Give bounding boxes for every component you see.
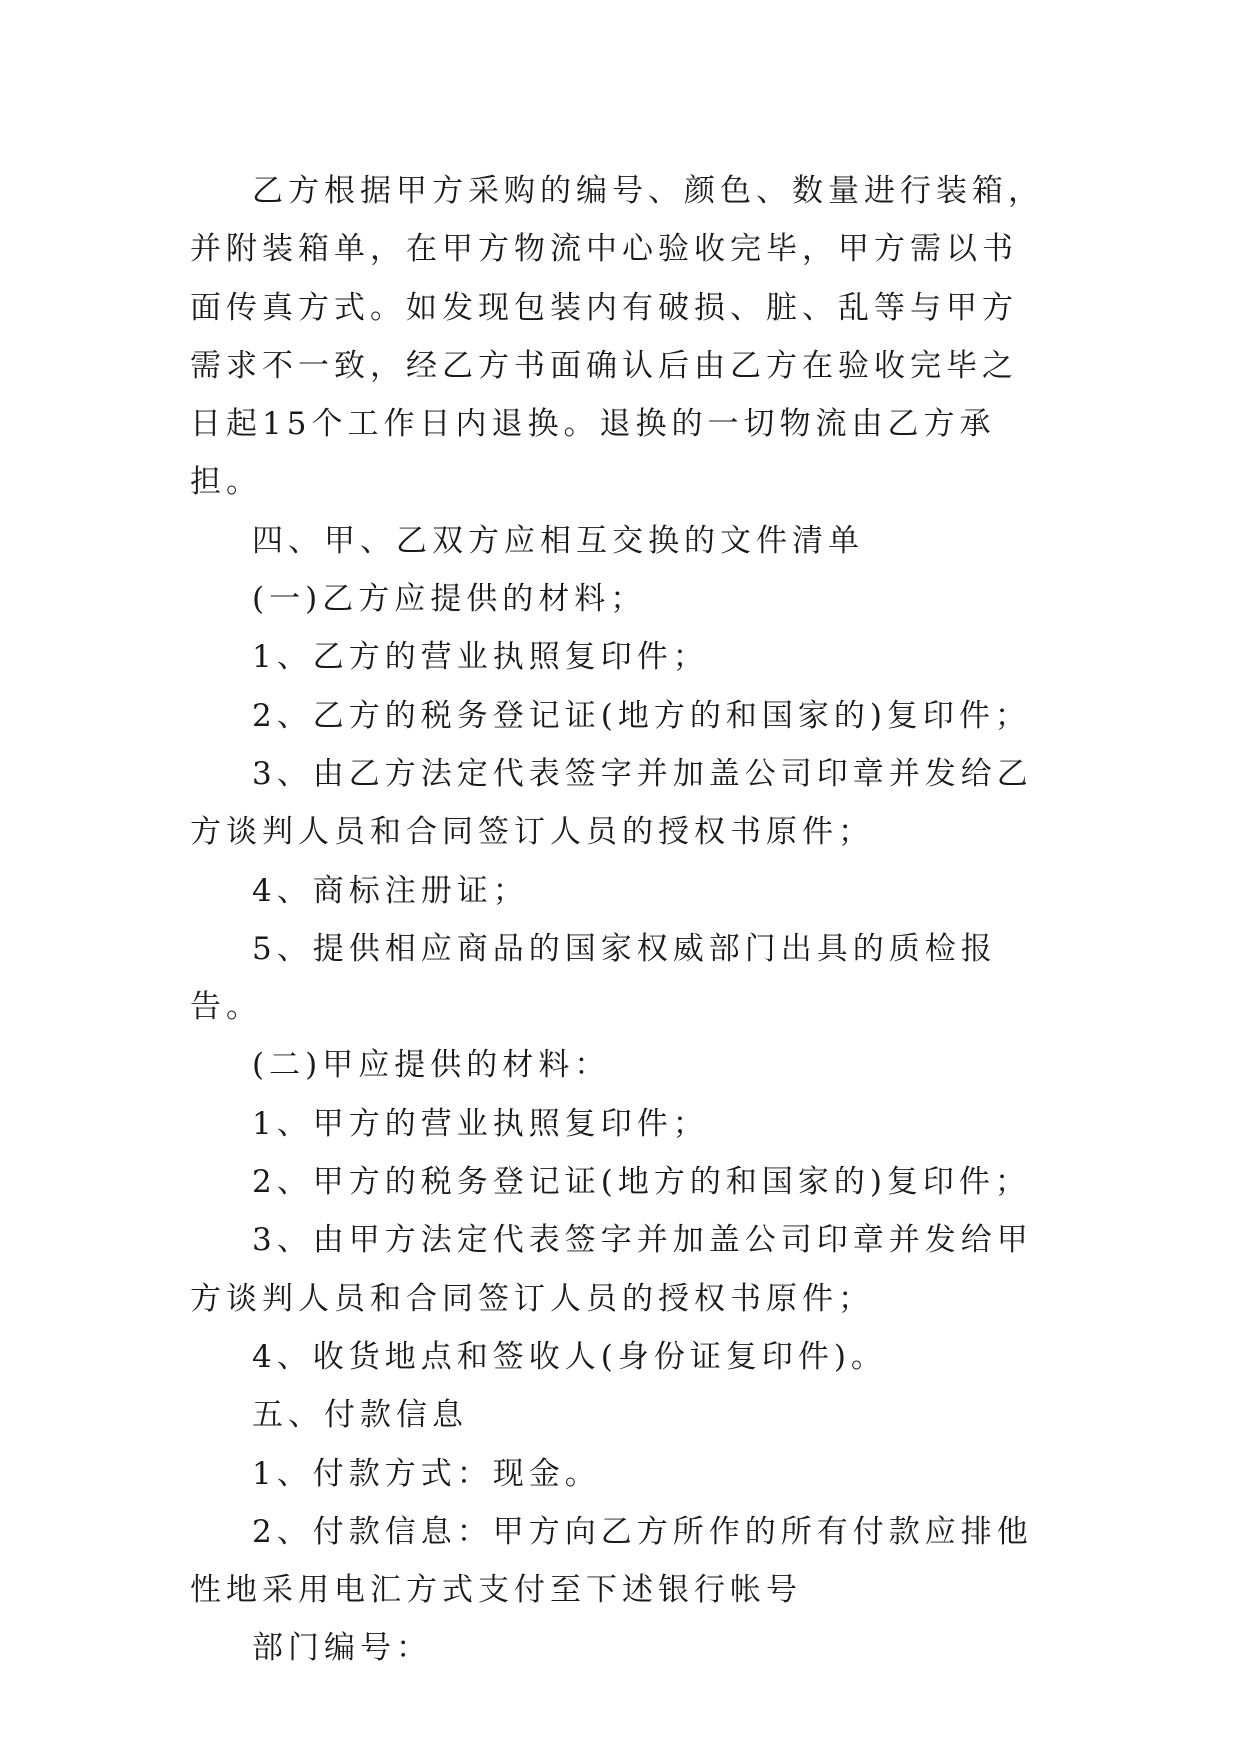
list-item-b-quality-report: 5、提供相应商品的国家权威部门出具的质检报告。 — [190, 930, 997, 1026]
field-label-department-number: 部门编号： — [252, 1630, 432, 1667]
section-heading-documents-exchange: 四、甲、乙双方应相互交换的文件清单 — [252, 522, 864, 559]
list-item-a-business-license: 1、甲方的营业执照复印件； — [252, 1105, 709, 1142]
subsection-heading-party-b-materials: (一)乙方应提供的材料； — [252, 581, 647, 618]
list-item-a-delivery-recipient: 4、收货地点和签收人(身份证复印件)。 — [252, 1338, 887, 1375]
list-item-payment-details: 2、付款信息：甲方向乙方所作的所有付款应排他性地采用电汇方式支付至下述银行帐号 — [190, 1513, 1033, 1609]
list-item-a-authorization-letter: 3、由甲方法定代表签字并加盖公司印章并发给甲方谈判人员和合同签订人员的授权书原件； — [190, 1222, 1033, 1317]
list-item-payment-method: 1、付款方式：现金。 — [252, 1455, 601, 1492]
section-heading-payment-info: 五、付款信息 — [252, 1397, 468, 1434]
document-body — [190, 162, 1050, 1678]
list-item-b-business-license: 1、乙方的营业执照复印件； — [252, 639, 709, 676]
subsection-heading-party-a-materials: (二)甲应提供的材料： — [252, 1047, 611, 1084]
paragraph-packing-and-return: 乙方根据甲方采购的编号、颜色、数量进行装箱，并附装箱单，在甲方物流中心验收完毕，甲方需以书面传真方式。如发现包装内有破损、脏、乱等与甲方需求不一致，经乙方书面确认后由乙方在验收完毕之日起15个工作日内退换。退换的一切物流由乙方承担。 — [190, 173, 1044, 501]
list-item-b-tax-registration: 2、乙方的税务登记证(地方的和国家的)复印件； — [252, 697, 1031, 734]
list-item-b-trademark: 4、商标注册证； — [252, 872, 529, 909]
list-item-b-authorization-letter: 3、由乙方法定代表签字并加盖公司印章并发给乙方谈判人员和合同签订人员的授权书原件； — [190, 755, 1033, 851]
list-item-a-tax-registration: 2、甲方的税务登记证(地方的和国家的)复印件； — [252, 1164, 1031, 1201]
